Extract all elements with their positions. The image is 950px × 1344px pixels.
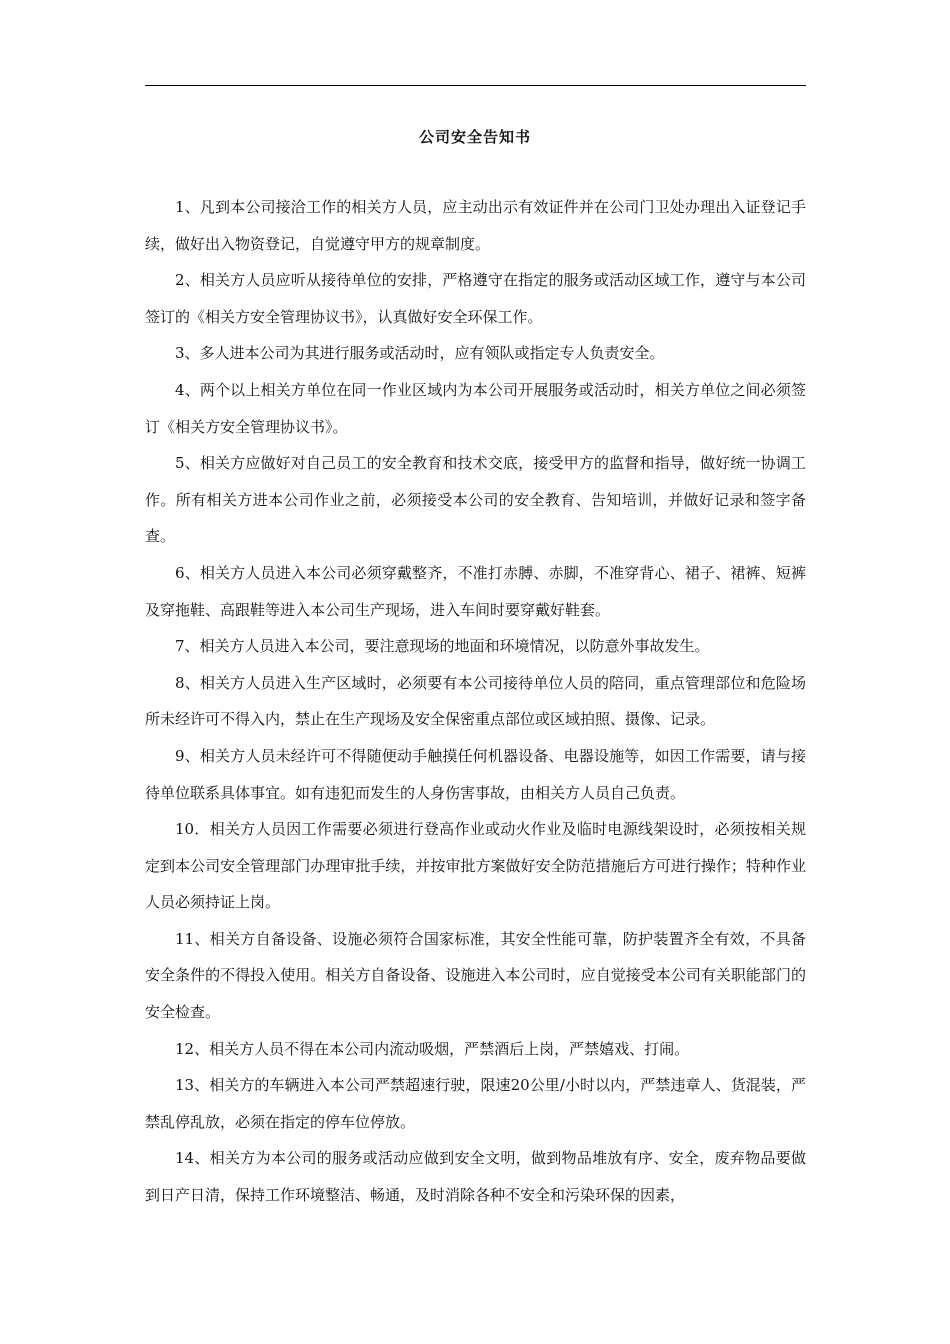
paragraph: 7、相关方人员进入本公司，要注意现场的地面和环境情况，以防意外事故发生。 xyxy=(175,637,710,656)
paragraph: 4、两个以上相关方单位在同一作业区域内为本公司开展服务或活动时，相关方单位之间必须签订《相关方安全管理协议书》。 xyxy=(145,380,806,436)
paragraph: 3、多人进本公司为其进行服务或活动时，应有领队或指定专人负责安全。 xyxy=(175,344,665,363)
paragraph: 8、相关方人员进入生产区域时，必须要有本公司接待单位人员的陪同，重点管理部位和危险场所未经许可不得入内，禁止在生产现场及安全保密重点部位或区域拍照、摄像、记录。 xyxy=(145,673,806,729)
paragraph: 5、相关方应做好对自己员工的安全教育和技术交底，接受甲方的监督和指导，做好统一协调工作。所有相关方进本公司作业之前，必须接受本公司的安全教育、告知培训，并做好记录和签字备查。 xyxy=(145,454,806,546)
paragraph: 2、相关方人员应听从接待单位的安排，严格遵守在指定的服务或活动区域工作，遵守与本公司签订的《相关方安全管理协议书》，认真做好安全环保工作。 xyxy=(145,271,806,326)
document-body xyxy=(145,189,806,1214)
paragraph: 13、相关方的车辆进入本公司严禁超速行驶，限速20公里/小时以内，严禁违章人、货混装，严禁乱停乱放，必须在指定的停车位停放。 xyxy=(145,1076,806,1131)
paragraph: 14、相关方为本公司的服务或活动应做到安全文明，做到物品堆放有序、安全，废弃物品要做到日产日清，保持工作环境整洁、畅通，及时消除各种不安全和污染环保的因素， xyxy=(145,1149,806,1205)
paragraph: 9、相关方人员未经许可不得随便动手触摸任何机器设备、电器设施等，如因工作需要，请与接待单位联系具体事宜。如有违犯而发生的人身伤害事故，由相关方人员自己负责。 xyxy=(145,746,806,802)
paragraph: 1、凡到本公司接洽工作的相关方人员，应主动出示有效证件并在公司门卫处办理出入证登记手续，做好出入物资登记，自觉遵守甲方的规章制度。 xyxy=(145,198,806,253)
paragraph: 12、相关方人员不得在本公司内流动吸烟，严禁酒后上岗，严禁嬉戏、打闹。 xyxy=(175,1039,690,1058)
paragraph: 6、相关方人员进入本公司必须穿戴整齐，不准打赤膊、赤脚，不准穿背心、裙子、裙裤、短裤及穿拖鞋、高跟鞋等进入本公司生产现场，进入车间时要穿戴好鞋套。 xyxy=(145,563,806,619)
paragraph: 11、相关方自备设备、设施必须符合国家标准，其安全性能可靠，防护装置齐全有效，不具备安全条件的不得投入使用。相关方自备设备、设施进入本公司时，应自觉接受本公司有关职能部门的安全检查。 xyxy=(145,929,806,1022)
document-title: 公司安全告知书 xyxy=(418,128,531,146)
paragraph: 10．相关方人员因工作需要必须进行登高作业或动火作业及临时电源线架设时，必须按相关规定到本公司安全管理部门办理审批手续，并按审批方案做好安全防范措施后方可进行操作；特种作业人员必须持证上岗。 xyxy=(145,820,806,912)
header-rule xyxy=(145,85,806,86)
